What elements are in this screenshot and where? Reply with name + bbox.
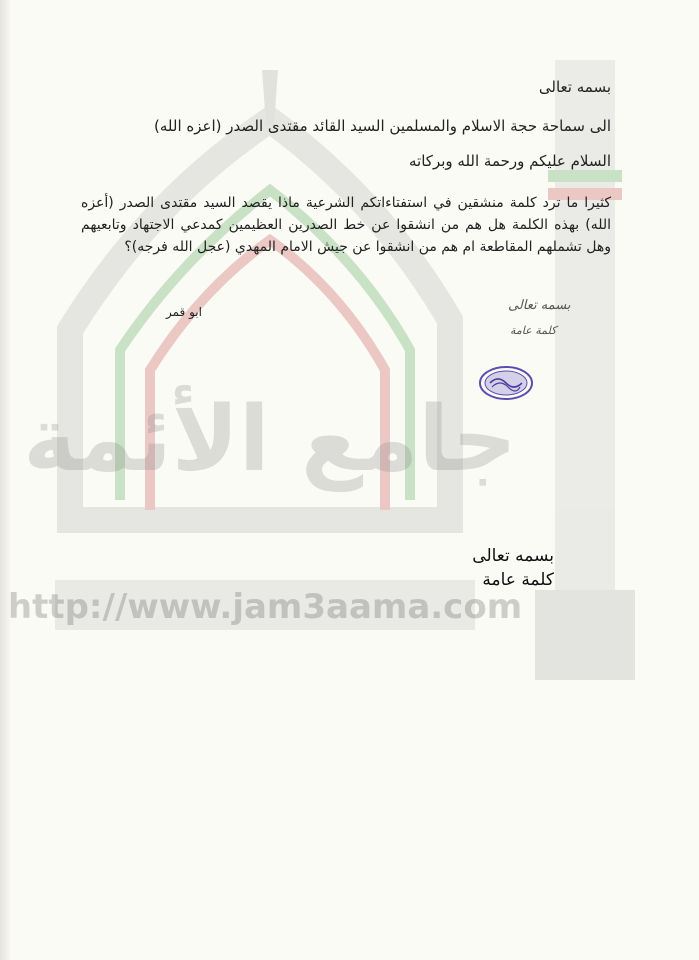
typed-answer-line-2: كلمة عامة (482, 570, 554, 590)
letter-addressee: الى سماحة حجة الاسلام والمسلمين السيد القائد مقتدى الصدر (اعزه الله) (154, 117, 611, 135)
handwritten-reply-line-1: بسمه تعالى (508, 298, 571, 313)
letter-basmala: بسمه تعالى (538, 78, 611, 96)
minaret-base (535, 590, 635, 680)
office-seal (478, 365, 534, 401)
watermark-logo-text: جامع الأئمة (23, 387, 517, 492)
letter-greeting: السلام عليكم ورحمة الله وبركاته (409, 152, 611, 170)
handwritten-reply-line-2: كلمة عامة (510, 324, 557, 337)
watermark-url: http://www.jam3aama.com (7, 587, 523, 627)
typed-answer-line-1: بسمه تعالى (472, 546, 554, 566)
letter-question: كثيرا ما ترد كلمة منشقين في استفتاءاتكم الشرعية ماذا يقصد السيد مقتدى الصدر (أعزه الله) بهذه الكلمة هل هم من انشقوا عن خط الصدرين العظيمين كمدعي الاجتهاد وتابعيهم وهل تشملهم المقاطعة ام هم من انشقوا عن جيش الامام المهدي (عجل الله فرجه)؟ (81, 195, 611, 255)
letter-sender: ابو قمر (166, 305, 202, 319)
